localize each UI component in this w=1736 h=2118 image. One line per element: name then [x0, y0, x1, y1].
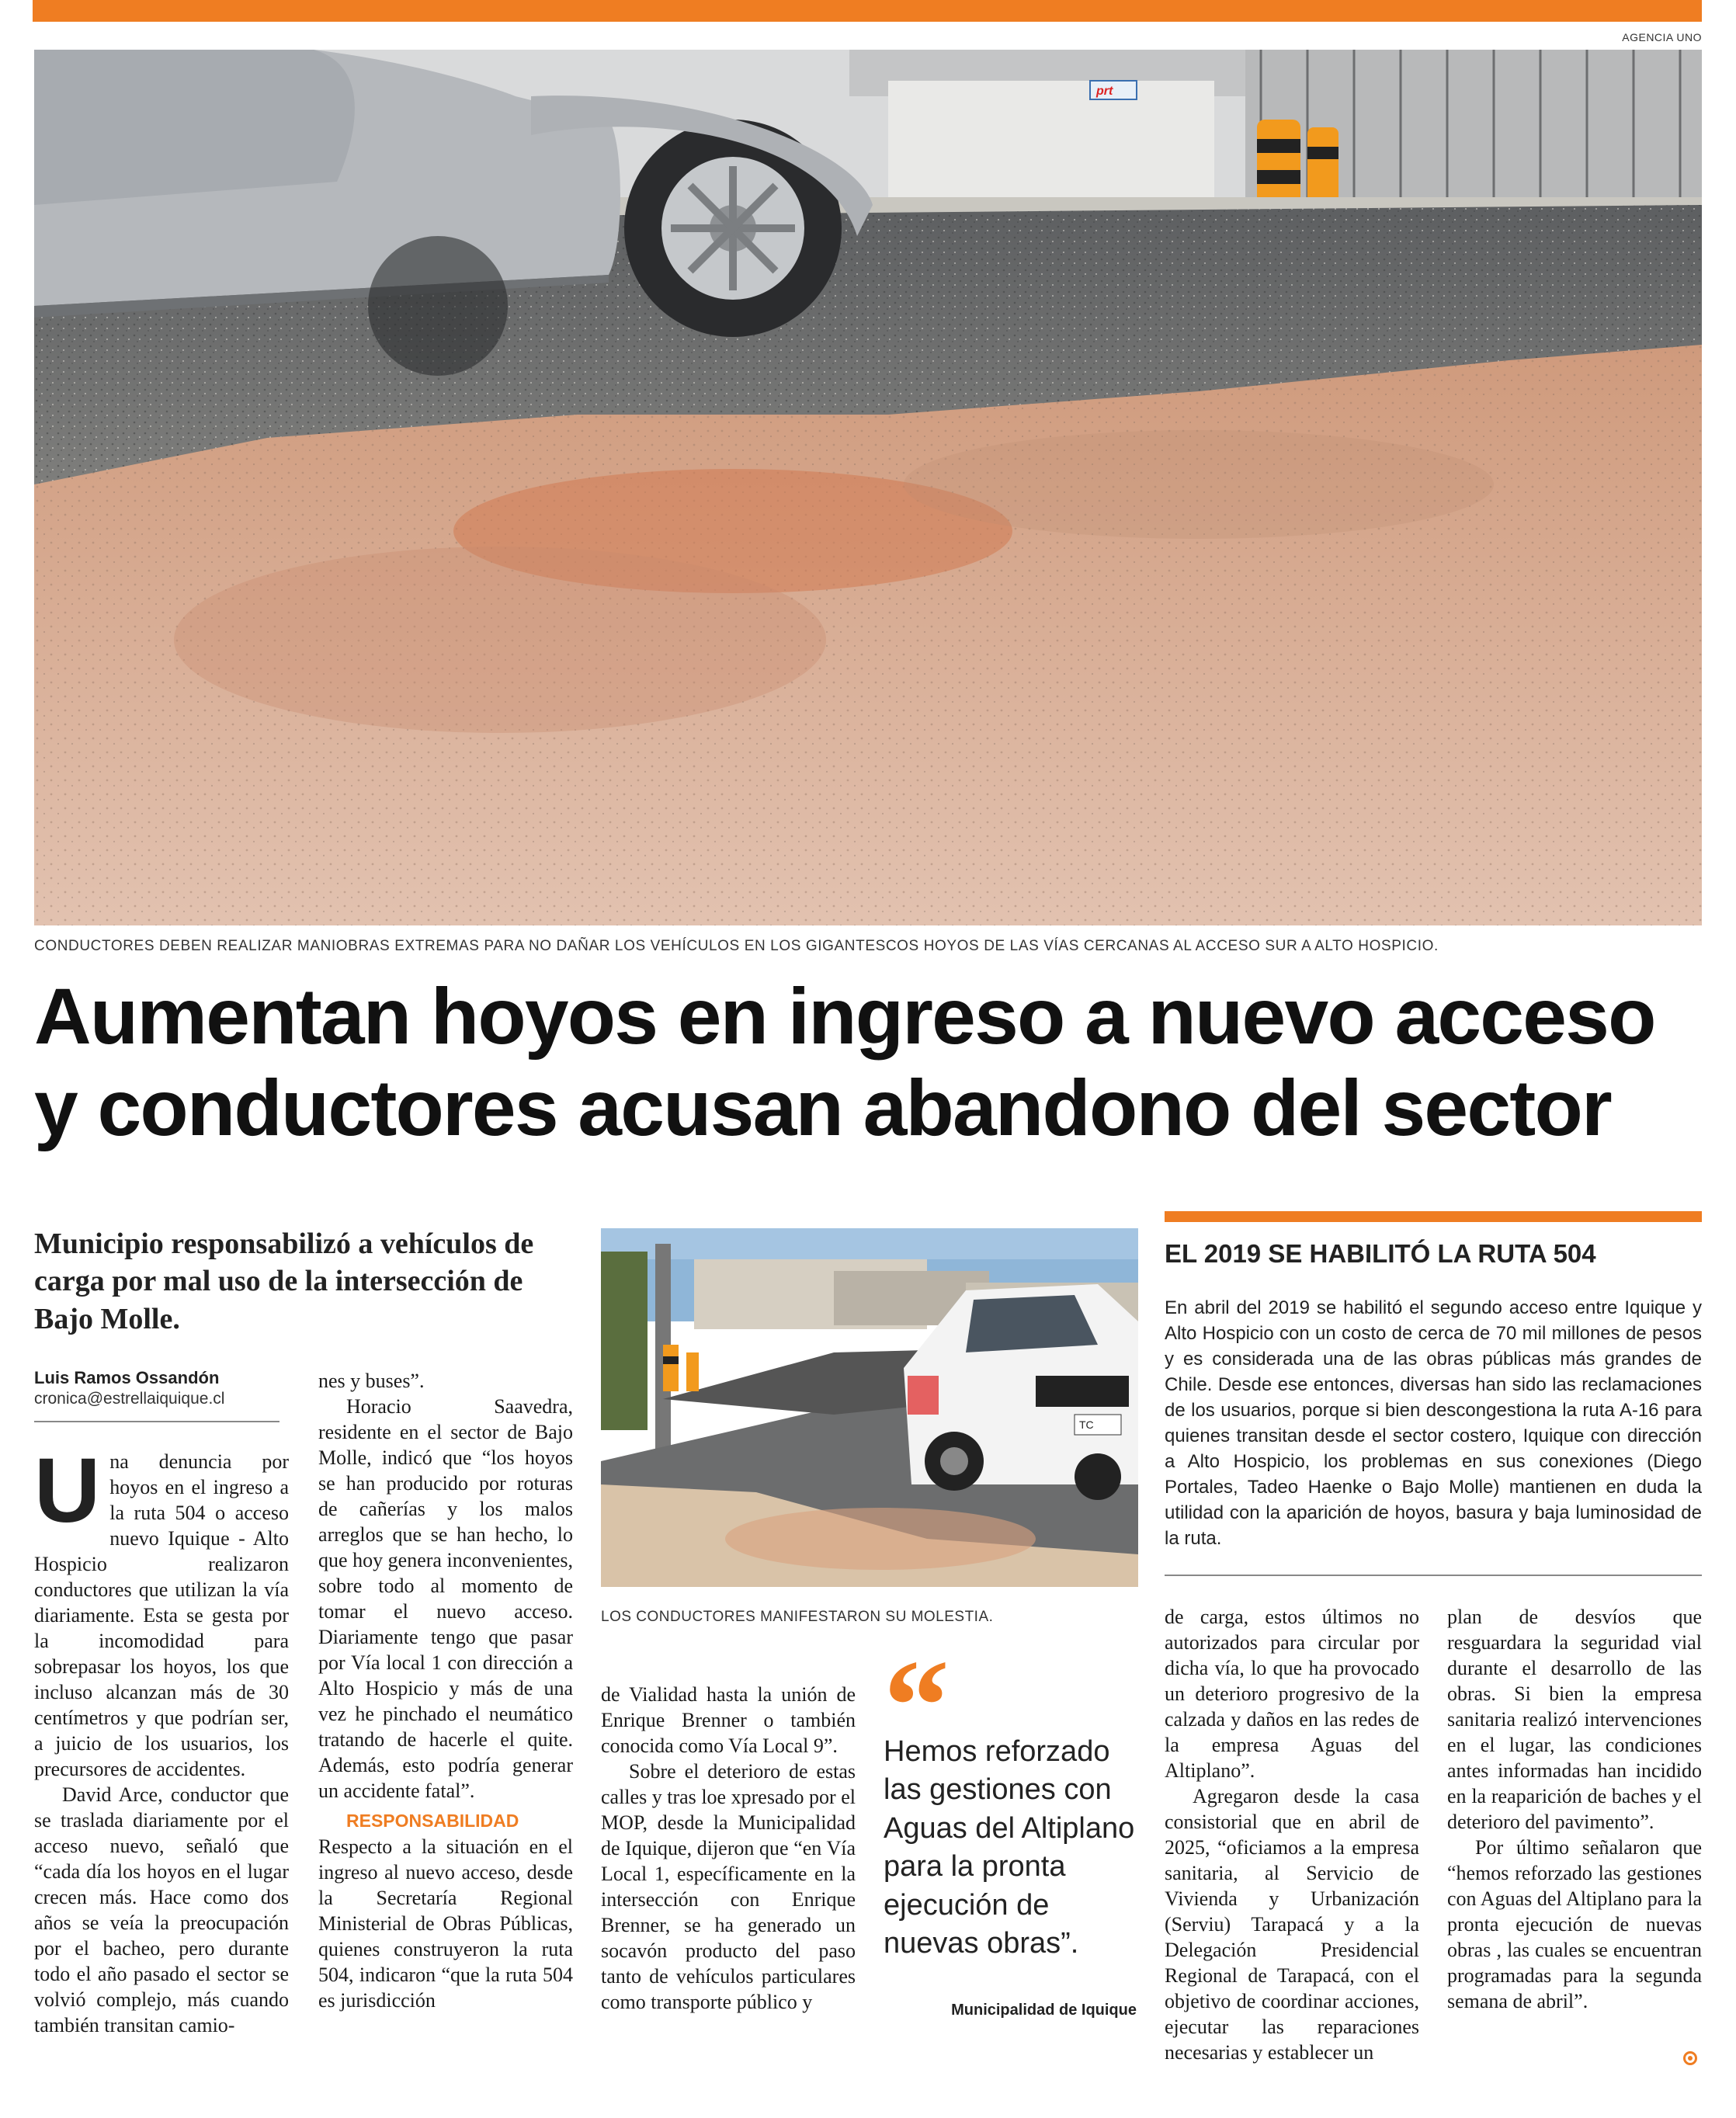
article-column-3 [601, 1682, 856, 2015]
sidebar-accent-bar [1165, 1211, 1702, 1222]
paragraph [34, 1439, 289, 1782]
paragraph: nes y buses”. [318, 1370, 425, 1392]
paragraph: Agregaron desde la casa consistorial que en abril de 2025, “oficiamos a la empresa sanitaria, al Servicio de Vivienda y Urbanización (Serviu) Tarapacá y a la Delegación Presidencial Regional de Tarapacá, con el objetivo de coordinar acciones, ejecutar las reparaciones necesarias y establecer un [1165, 1785, 1419, 2064]
section-color-bar [33, 0, 1702, 22]
sidebar-title: EL 2019 SE HABILITÓ LA RUTA 504 [1165, 1239, 1596, 1268]
pull-quote-source: Municipalidad de Iquique [951, 2002, 1137, 2019]
article-column-2 [318, 1368, 573, 2013]
end-of-article-icon [1683, 2051, 1697, 2065]
secondary-photo [601, 1228, 1138, 1587]
drop-cap: U [34, 1439, 101, 1542]
prt-sign: prt [1096, 85, 1113, 98]
byline-email[interactable]: cronica@estrellaiquique.cl [34, 1390, 225, 1408]
article-column-1 [34, 1439, 289, 2038]
article-column-4 [1165, 1604, 1419, 2065]
section-subhead: RESPONSABILIDAD [346, 1811, 519, 1831]
hero-photo-illustration [34, 50, 1702, 925]
hero-photo [34, 50, 1702, 925]
byline-author: Luis Ramos Ossandón [34, 1368, 220, 1387]
secondary-photo-illustration [601, 1228, 1138, 1587]
article-column-5 [1447, 1604, 1702, 2014]
paragraph: Por último señalaron que “hemos reforzado las gestiones con Aguas del Altiplano para la pronta ejecución de nuevas obras , las cuales se encuentran programadas para la segunda semana de abril”. [1447, 1836, 1702, 2012]
sidebar-divider [1165, 1575, 1702, 1576]
paragraph: Respecto a la situación en el ingreso al nuevo acceso, desde la Secretaría Regional Ministerial de Obras Públicas, quienes construyeron la ruta 504, indicaron “que la ruta 504 es jurisdicción [318, 1835, 573, 2012]
paragraph-text: na denuncia por hoyos en el ingreso a la ruta 504 o acceso nuevo Iquique - Alto Hospicio realizaron conductores que utilizan la vía diariamente. Esta se gesta por la incomodidad para sobrepasar los hoyos, los que incluso alcanzan más de 30 centímetros y que podrían ser, a juicio de los usuarios, los precursores de accidentes. [34, 1450, 289, 1780]
headline [34, 970, 1711, 1154]
pull-quote: Hemos reforzado las gestiones con Aguas del Altiplano para la pronta ejecución de nuevas obras”. [884, 1735, 1135, 1960]
paragraph: Horacio Saavedra, residente en el sector de Bajo Molle, indicó que “los hoyos se han producido por roturas de cañerías y los malos arreglos que se han hecho, lo que hoy genera inconvenientes, sobre todo al momento de tomar el nuevo acceso. Diariamente tengo que pasar por Vía local 1 con dirección a Alto Hospicio y más de una vez he pinchado el neumático tratando de hacerle el quite. Además, esto podría generar un accidente fatal”. [318, 1395, 573, 1802]
paragraph: David Arce, conductor que se traslada diariamente por el acceso nuevo, señaló que “cada día los hoyos en el lugar crecen más. Hace como dos años se veía la preocupación por el bacheo, pero durante todo el año pasado el sector se volvió complejo, más cuando también transitan camio- [34, 1783, 289, 2036]
hero-caption: CONDUCTORES DEBEN REALIZAR MANIOBRAS EXTREMAS PARA NO DAÑAR LOS VEHÍCULOS EN LOS GIGANTESCOS HOYOS DE LAS VÍAS CERCANAS AL ACCESO SUR A ALTO HOSPICIO. [34, 938, 1439, 954]
quote-mark-icon: “ [884, 1633, 950, 1779]
headline-line-1: Aumentan hoyos en ingreso a nuevo acceso [34, 972, 1655, 1061]
paragraph: Sobre el deterioro de estas calles y tras loe xpresado por el MOP, desde la Municipalidad de Iquique, dijeron que “en Vía Local 1, específicamente en la intersección con Enrique Brenner, se ha generado un socavón producto del paso tanto de vehículos particulares como transporte público y [601, 1760, 856, 2013]
van-plate: TC [1079, 1418, 1094, 1431]
sidebar-body: En abril del 2019 se habilitó el segundo acceso entre Iquique y Alto Hospicio con un costo de cerca de 70 mil millones de pesos y es considerada una de las obras públicas más grandes de Chile. Desde ese entonces, diversas han sido las reclamaciones de los usuarios, porque si bien descongestiona la ruta A-16 para quienes transitan desde el sector costero, Iquique con dirección a Alto Hospicio, los problemas en sus conexiones (Diego Portales, Tadeo Haenke o Bajo Molle) mantienen en duda la utilidad con la aparición de hoyos, basura y baja luminosidad de la ruta. [1165, 1297, 1702, 1549]
byline-divider [34, 1421, 279, 1422]
headline-line-2: y conductores acusan abandono del sector [34, 1064, 1611, 1153]
paragraph: de Vialidad hasta la unión de Enrique Brenner o también conocida como Vía Local 9”. [601, 1683, 856, 1757]
secondary-photo-caption: LOS CONDUCTORES MANIFESTARON SU MOLESTIA. [601, 1609, 994, 1625]
photo-credit: AGENCIA UNO [1622, 31, 1702, 43]
paragraph: de carga, estos últimos no autorizados para circular por dicha vía, lo que ha provocado un deterioro progresivo de la calzada y daños en las redes de la empresa Aguas del Altiplano”. [1165, 1606, 1419, 1782]
deck: Municipio responsabilizó a vehículos de carga por mal uso de la intersección de Bajo Molle. [34, 1227, 534, 1335]
paragraph: plan de desvíos que resguardara la seguridad vial durante el desarrollo de las obras. Si bien la empresa sanitaria realizó intervenciones en el lugar, las condiciones antes informadas han incidido en la reaparición de baches y el deterioro del pavimento”. [1447, 1606, 1702, 1833]
